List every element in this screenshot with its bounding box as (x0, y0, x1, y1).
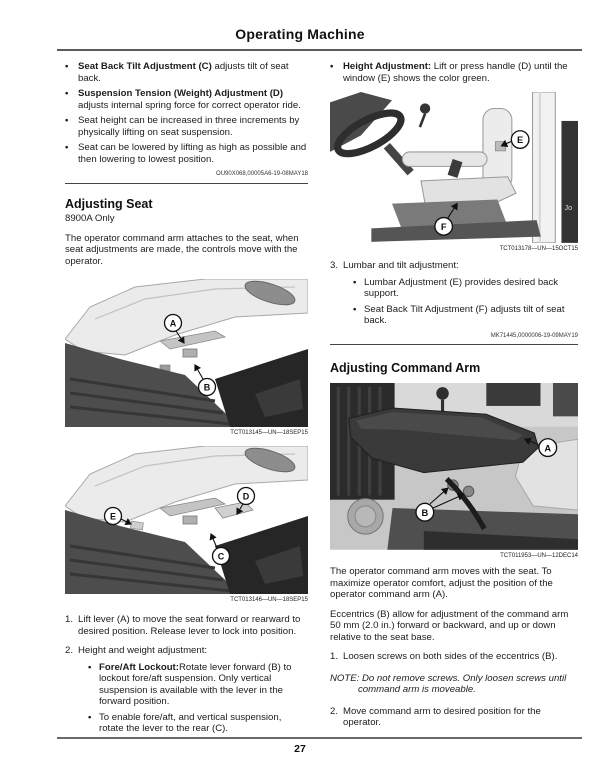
bullet-icon (353, 304, 364, 327)
callout-b (199, 379, 216, 396)
callout-a (165, 315, 182, 332)
footer-divider (57, 737, 582, 739)
svg-text:A: A (544, 443, 552, 454)
seat-underside-illustration-2 (65, 446, 308, 594)
revision-code: OU90X068,00005A6-19-08MAY18 (216, 171, 308, 177)
note-label: NOTE: (330, 672, 360, 684)
bullet-bold-text: Height Adjustment: (343, 61, 432, 72)
list-item (65, 61, 308, 84)
list-item (330, 61, 578, 84)
section-divider (65, 183, 308, 184)
svg-text:E: E (517, 135, 524, 146)
seat-underside-illustration-1 (65, 279, 308, 427)
svg-text:C: C (217, 551, 225, 561)
numbered-step (330, 260, 578, 272)
page-title: Operating Machine (235, 26, 365, 42)
left-column (65, 61, 308, 739)
list-item (65, 88, 308, 111)
section-heading-adjusting-command-arm: Adjusting Command Arm (330, 361, 481, 376)
bullet-icon (65, 142, 78, 165)
callout-e (511, 131, 529, 149)
paragraph: Eccentrics (B) allow for adjustment of the command arm 50 mm (2.0 in.) forward or backward, and up or down relative to the seat base. (330, 608, 569, 643)
figure-seat-side-view (330, 92, 578, 255)
step-number: 1. (65, 614, 74, 625)
list-item (65, 142, 308, 165)
bullet-icon (88, 712, 99, 735)
callout-b (416, 503, 434, 521)
list-item (88, 662, 308, 708)
figure-seat-underside-1 (65, 279, 308, 440)
section-divider (330, 344, 578, 345)
list-item (353, 277, 578, 300)
callout-f (435, 218, 453, 236)
bullet-bold-text: Seat Back Tilt Adjustment (C) (78, 61, 212, 72)
step-number: 3. (330, 260, 339, 272)
command-arm-photo (330, 383, 578, 550)
svg-text:F: F (440, 221, 447, 232)
bullet-text: Lumbar Adjustment (E) provides desired back support. (364, 276, 559, 300)
figure-caption: TCT013145—UN—18SEP15 (230, 430, 308, 436)
bullet-text: adjusts internal spring force for correct operator ride. (78, 99, 301, 111)
content-columns (0, 51, 600, 739)
page-footer (0, 737, 600, 755)
bullet-bold-text: Fore/Aft Lockout: (99, 661, 179, 673)
step-number: 1. (330, 651, 339, 663)
svg-text:B: B (203, 382, 211, 393)
figure-caption: TCT013146—UN—18SEP15 (230, 596, 308, 603)
page-header (0, 0, 600, 51)
note-body: Do not remove screws. Only loosen screws until command arm is moveable. (358, 672, 567, 696)
page-number: 27 (294, 742, 306, 755)
figure-caption: TCT011953—UN—12DEC14 (500, 552, 578, 559)
step-text: Lumbar and tilt adjustment: (343, 260, 459, 272)
bullet-text: Rotate lever forward (B) to lockout fore/aft suspension. Only vertical suspension is available with the lever in the forward position. (99, 661, 292, 707)
callout-d (238, 487, 255, 504)
numbered-step (330, 706, 578, 729)
section-subheading: 8900A Only (65, 213, 115, 224)
svg-text:A: A (169, 318, 177, 329)
numbered-step (65, 645, 308, 657)
step-text: Move command arm to desired position for the operator. (343, 705, 541, 729)
list-item (88, 712, 308, 735)
section-heading-adjusting-seat: Adjusting Seat (65, 196, 153, 211)
decal-fragment: Jo (564, 202, 573, 212)
revision-code: MK71445,0000006-19-09MAY19 (490, 332, 578, 339)
bullet-icon (353, 277, 364, 300)
paragraph: The operator command arm moves with the seat. To maximize operator comfort, adjust the position of the operator command arm (A). (330, 566, 553, 601)
bullet-bold-text: Suspension Tension (Weight) Adjustment (D) (78, 88, 284, 99)
svg-text:E: E (109, 511, 117, 521)
figure-caption: TCT013178—UN—15OCT15 (499, 245, 578, 252)
bullet-icon (65, 61, 78, 84)
bullet-icon (65, 115, 78, 138)
callout-a (539, 439, 557, 457)
numbered-step (65, 614, 308, 637)
step-sub-bullets (88, 662, 308, 735)
bullet-text: To enable fore/aft, and vertical suspension, rotate the lever to the rear (C). (99, 711, 282, 734)
note-text (330, 673, 578, 696)
bullet-icon (330, 61, 343, 84)
bullet-icon (65, 88, 78, 111)
figure-command-arm (330, 383, 578, 562)
bullet-text: Lift or press handle (D) until the window (E) shows the color green. (343, 61, 568, 84)
paragraph: The operator command arm attaches to the seat, when seat adjustments are made, the controls move with the operator. (65, 232, 299, 267)
step-text: Loosen screws on both sides of the eccentrics (B). (343, 651, 558, 663)
svg-text:B: B (421, 507, 429, 518)
bullet-icon (88, 662, 99, 708)
callout-e (105, 507, 122, 524)
step-text: Height and weight adjustment: (78, 645, 208, 656)
figure-seat-underside-2 (65, 446, 308, 607)
bullet-text: adjusts tilt of seat back. (78, 61, 289, 84)
step-number: 2. (65, 645, 74, 656)
right-column (330, 61, 578, 739)
svg-text:D: D (242, 491, 250, 501)
callout-c (213, 547, 230, 564)
numbered-step (330, 651, 578, 663)
seat-side-view-illustration (330, 92, 578, 243)
step-number: 2. (330, 705, 339, 717)
step-text: Lift lever (A) to move the seat forward or rearward to desired position. Release lever to lock into position. (78, 614, 301, 637)
list-item (65, 115, 308, 138)
bullet-text: Seat can be lowered by lifting as high as possible and then lowering to lowest position. (78, 142, 307, 165)
bullet-text: Seat Back Tilt Adjustment (F) adjusts tilt of seat back. (364, 303, 565, 327)
list-item (353, 304, 578, 327)
step-sub-bullets (353, 277, 578, 327)
bullet-text: Seat height can be increased in three increments by physically lifting on seat suspension. (78, 115, 300, 138)
